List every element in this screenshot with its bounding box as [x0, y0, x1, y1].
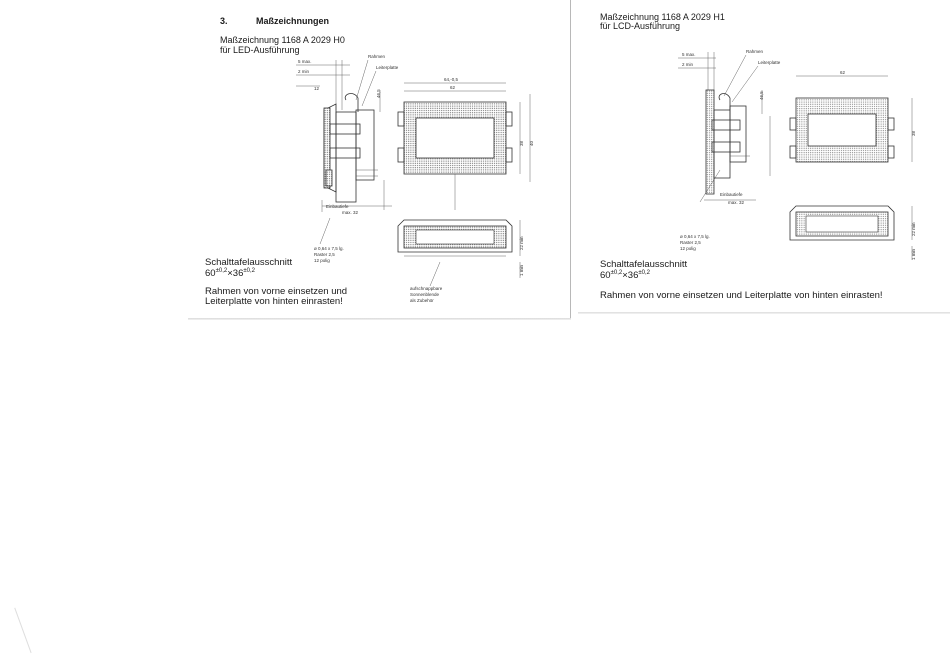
- label-46-5: 46,5: [376, 89, 381, 98]
- instruction-left-line1: Rahmen von vorne einsetzen und: [205, 286, 348, 297]
- label-12: 12: [314, 86, 320, 91]
- label-einbautiefe-right: Einbautiefe: [720, 192, 743, 197]
- label-pin-spec3-right: 12 polig: [680, 246, 696, 251]
- label-5max-right: 5 max.: [682, 52, 696, 57]
- label-pin-spec2: Raster 2,5: [314, 252, 335, 257]
- label-1min: 1 min: [519, 264, 524, 276]
- label-38-right: 38: [911, 130, 916, 136]
- label-accessory1: aufschnappbare: [410, 286, 443, 291]
- label-leiterplatte-right: Leiterplatte: [758, 60, 781, 65]
- label-accessory3: als Zubehör: [410, 298, 434, 303]
- label-accessory2: Sonnenblende: [410, 292, 440, 297]
- drawing-subtitle-led: für LED-Ausführung: [220, 45, 300, 55]
- label-2min-right: 2 min: [682, 62, 694, 67]
- label-einbautiefe: Einbautiefe: [326, 204, 349, 209]
- drawing-subtitle-lcd: für LCD-Ausführung: [600, 21, 681, 31]
- label-62: 62: [450, 85, 456, 90]
- label-pin-spec3: 12 polig: [314, 258, 330, 263]
- label-22min: 22 min: [519, 236, 524, 250]
- drawing-title-led: Maßzeichnung 1168 A 2029 H0: [220, 35, 345, 45]
- cutout-dimensions-left: $60^{\pm 0,2}\times 36^{\pm 0,2}$: [205, 268, 255, 280]
- label-max32: max. 32: [342, 210, 359, 215]
- label-leiterplatte: Leiterplatte: [376, 65, 399, 70]
- label-pin-spec1: ø 0,64 x 7,5 lg.: [314, 246, 344, 251]
- instruction-left-line2: Leiterplatte von hinten einrasten!: [205, 296, 343, 307]
- section-title: Maßzeichnungen: [256, 16, 330, 26]
- cutout-dimensions-right: $60^{\pm 0,2}\times 36^{\pm 0,2}$: [600, 270, 650, 282]
- page-divider: [570, 0, 571, 318]
- section-number: 3.: [220, 16, 228, 26]
- label-2min: 2 min: [298, 69, 310, 74]
- label-max32-right: max. 32: [728, 200, 745, 205]
- label-5max: 5 max.: [298, 59, 312, 64]
- drawing-title-lcd: Maßzeichnung 1168 A 2029 H1: [600, 12, 725, 22]
- label-rahmen-right: Rahmen: [746, 49, 764, 54]
- scan-edge-left: [188, 318, 571, 320]
- label-64: 64,-0,5: [444, 77, 459, 82]
- scan-artifact: [14, 603, 45, 653]
- instruction-right: Rahmen von vorne einsetzen und Leiterplatte von hinten einrasten!: [600, 290, 883, 301]
- cutout-label-right: Schalttafelausschnitt: [600, 259, 688, 270]
- technical-drawing-lcd: [660, 46, 935, 266]
- label-1min-right: 1 min: [911, 248, 916, 260]
- technical-drawing-led: [280, 50, 550, 315]
- label-62-right: 62: [840, 70, 846, 75]
- label-40: 40: [529, 140, 534, 146]
- label-22min-right: 22 min: [911, 222, 916, 236]
- label-rahmen: Rahmen: [368, 54, 386, 59]
- label-pin-spec2-right: Raster 2,5: [680, 240, 701, 245]
- label-pin-spec1-right: ø 0,64 x 7,5 lg.: [680, 234, 710, 239]
- label-46-5-right: 46,5: [759, 91, 764, 100]
- scan-edge-right: [578, 312, 950, 314]
- label-38: 38: [519, 140, 524, 146]
- cutout-label-left: Schalttafelausschnitt: [205, 257, 293, 268]
